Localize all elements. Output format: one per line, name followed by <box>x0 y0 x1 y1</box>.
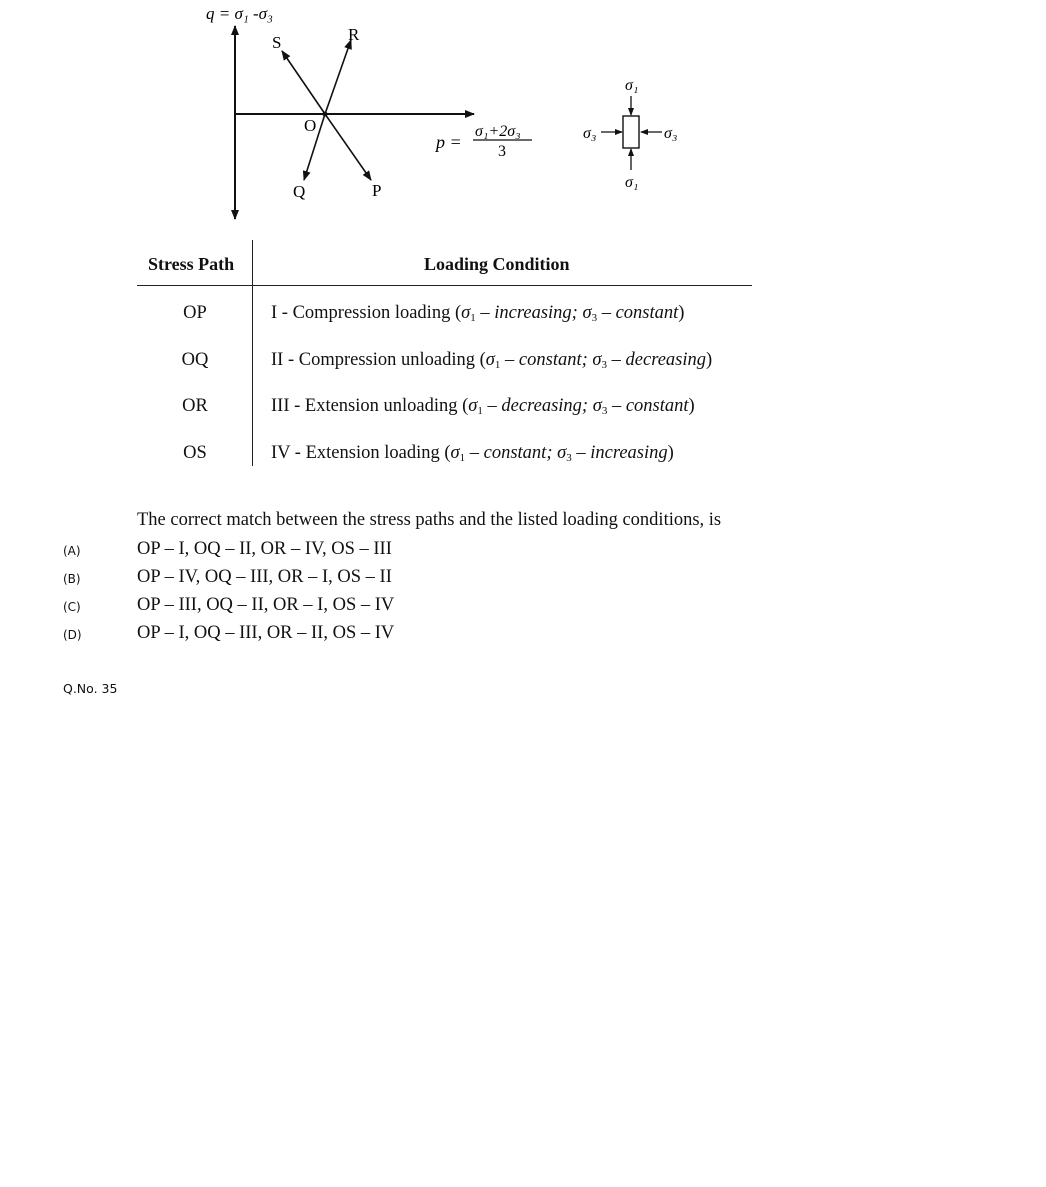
option-letter: (D) <box>63 628 82 642</box>
p-numerator: σ₁+2σ₃ <box>475 123 521 140</box>
row-path: OS <box>183 443 207 463</box>
element-bottom-label: σ₁ <box>625 174 639 191</box>
option-text: OP – I, OQ – III, OR – II, OS – IV <box>137 623 395 643</box>
row-path: OR <box>182 396 208 416</box>
path-os <box>282 51 325 114</box>
stress-path-diagram <box>0 0 760 230</box>
label-o: O <box>304 116 317 135</box>
table-row <box>137 350 753 380</box>
option-c[interactable] <box>63 595 663 621</box>
header-loading-condition: Loading Condition <box>424 254 570 274</box>
origin-point <box>323 112 328 117</box>
element-right-label: σ₃ <box>664 125 678 142</box>
row-path: OQ <box>181 350 209 370</box>
p-axis-label: p = <box>436 132 462 152</box>
p-denominator: 3 <box>498 143 506 160</box>
option-text: OP – III, OQ – II, OR – I, OS – IV <box>137 595 395 615</box>
q-axis-label: q = σ₁ -σ₃ <box>206 4 273 23</box>
header-stress-path: Stress Path <box>148 254 235 274</box>
row-condition: II - Compression unloading ($\sigma_1$ – constant; $\sigma_3$ – decreasing) <box>271 350 713 371</box>
table-row <box>137 303 753 333</box>
path-op <box>325 114 371 180</box>
option-text: OP – IV, OQ – III, OR – I, OS – II <box>137 567 392 587</box>
option-letter: (B) <box>63 572 81 586</box>
question-number: Q.No. 35 <box>63 681 118 696</box>
row-condition: III - Extension unloading ($\sigma_1$ – decreasing; $\sigma_3$ – constant) <box>271 396 695 417</box>
element-left-label: σ₃ <box>583 125 597 142</box>
path-or <box>325 40 351 114</box>
question-text: The correct match between the stress paths and the listed loading conditions, is <box>137 510 722 530</box>
element-top-label: σ₁ <box>625 77 639 94</box>
option-b[interactable] <box>63 567 663 593</box>
label-q: Q <box>293 182 306 201</box>
row-condition: I - Compression loading ($\sigma_1$ – increasing; $\sigma_3$ – constant) <box>271 303 685 324</box>
label-p: P <box>372 181 382 200</box>
soil-element <box>623 116 639 148</box>
table-row <box>137 443 753 473</box>
table-row <box>137 396 753 426</box>
row-condition: IV - Extension loading ($\sigma_1$ – constant; $\sigma_3$ – increasing) <box>271 443 674 464</box>
header-rule <box>137 285 752 286</box>
option-letter: (C) <box>63 600 81 614</box>
option-a[interactable] <box>63 539 663 565</box>
row-path: OP <box>183 303 207 323</box>
option-d[interactable] <box>63 623 663 649</box>
label-r: R <box>348 25 360 44</box>
option-letter: (A) <box>63 544 81 558</box>
stress-path-table <box>137 240 753 468</box>
option-text: OP – I, OQ – II, OR – IV, OS – III <box>137 539 392 559</box>
label-s: S <box>272 33 282 52</box>
